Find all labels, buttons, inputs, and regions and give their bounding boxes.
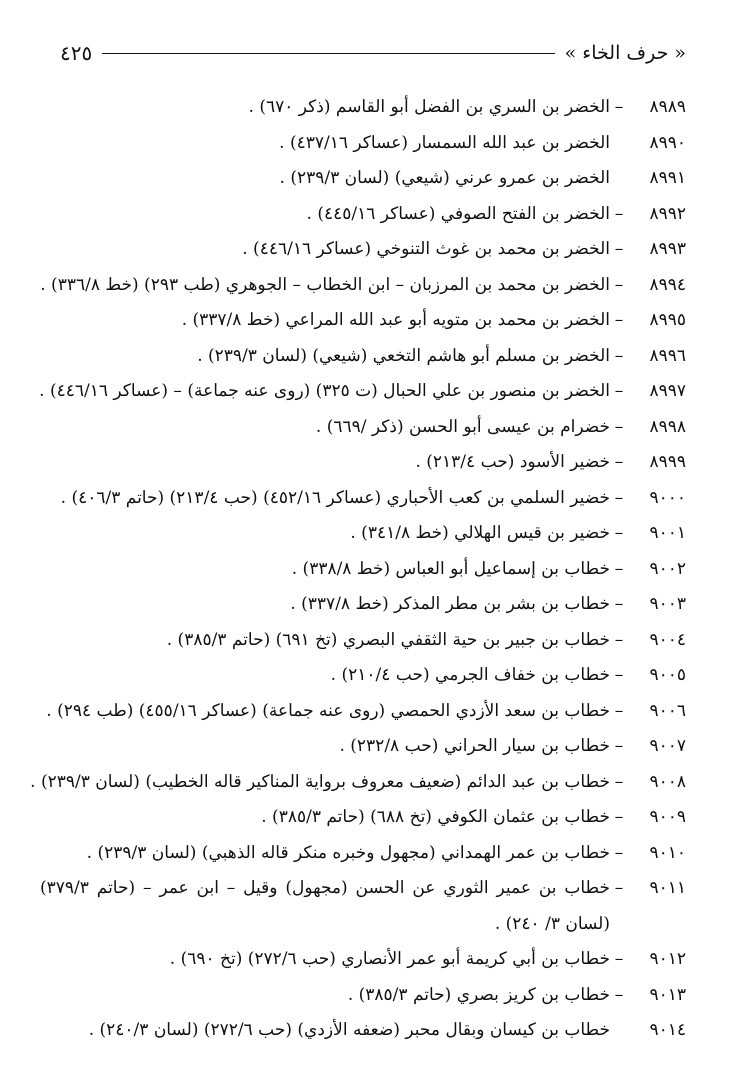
entry-number: ٩٠٠٨ <box>649 771 686 792</box>
entry-row <box>40 268 686 304</box>
entry-text: الخضر بن محمد بن متويه أبو عبد الله المراعي (خط ٣٣٧/٨) . <box>181 310 610 330</box>
entry-number: ٨٩٩٠ <box>649 132 686 153</box>
entry-row <box>40 516 686 552</box>
entry-text: الخضر بن عمرو عرني (شيعي) (لسان ٢٣٩/٣) . <box>279 168 610 188</box>
entry-number: ٩٠١١ <box>649 878 686 898</box>
entry-row <box>40 942 686 978</box>
entry-row <box>40 303 686 339</box>
entry-text: خضير السلمي بن كعب الأحباري (عساكر ٤٥٢/١٦) (حب ٢١٣/٤) (حاتم ٤٠٦/٣) . <box>60 487 610 508</box>
entry-text: خطاب بن عثمان الكوفي (تخ ٦٨٨) (حاتم ٣٨٥/٣) . <box>261 807 610 827</box>
entry-number: ٩٠٠٦ <box>649 700 686 721</box>
entry-text: الخضر بن مسلم أبو هاشم التخعي (شيعي) (لسان ٢٣٩/٣) . <box>197 345 610 366</box>
entry-row <box>40 658 686 694</box>
entry-dash: – <box>614 239 624 259</box>
entry-text: خطاب بن كيسان وبقال محبر (ضعفه الأزدي) (حب ٢٧٢/٦) (لسان ٢٤٠/٣) . <box>88 1020 610 1040</box>
entry-dash: – <box>614 274 624 295</box>
entry-number: ٩٠١٣ <box>649 984 686 1005</box>
entry-text: الخضر بن عبد الله السمسار (عساكر ٤٣٧/١٦) . <box>279 132 610 153</box>
entry-text: خضرام بن عيسى أبو الحسن (ذكر /٦٦٩) . <box>315 416 610 437</box>
entry-number: ٨٩٩١ <box>649 168 686 188</box>
entry-row <box>40 623 686 659</box>
entry-dash: – <box>614 345 624 366</box>
entry-row <box>40 694 686 730</box>
entry-number: ٨٩٩٥ <box>649 310 686 330</box>
entry-dash: – <box>614 700 624 721</box>
entry-number: ٨٩٩٨ <box>649 416 686 437</box>
chapter-title: « حرف الخاء » <box>564 42 686 64</box>
entry-number: ٩٠١٢ <box>649 949 686 969</box>
entry-row <box>40 374 686 410</box>
entry-dash: – <box>614 629 624 650</box>
entry-number: ٩٠١٤ <box>649 1020 686 1040</box>
entry-dash: – <box>614 807 624 827</box>
entry-dash: – <box>614 416 624 437</box>
entry-row <box>40 339 686 375</box>
entry-text: خطاب بن عمر الهمداني (مجهول وخبره منكر قاله الذهبي) (لسان ٢٣٩/٣) . <box>86 842 610 863</box>
entry-text: خطاب بن عبد الدائم (ضعيف معروف برواية المناكير قاله الخطيب) (لسان ٢٣٩/٣) . <box>30 771 610 792</box>
entry-number: ٨٩٩٤ <box>649 274 686 295</box>
entry-dash: – <box>614 771 624 792</box>
entry-number: ٨٩٩٣ <box>649 239 686 259</box>
entry-row <box>40 410 686 446</box>
entry-number: ٩٠٠٢ <box>649 558 686 579</box>
entry-number: ٩٠٠١ <box>649 523 686 543</box>
entry-text: الخضر بن منصور بن علي الحبال (ت ٣٢٥) (روى عنه جماعة) – (عساكر ٤٤٦/١٦) . <box>39 381 610 401</box>
entry-row <box>40 587 686 623</box>
entry-number: ٩٠٠٤ <box>649 629 686 650</box>
entry-text: خضير الأسود (حب ٢١٣/٤) . <box>415 452 610 472</box>
page-header <box>60 38 686 68</box>
entry-row <box>40 90 686 126</box>
entry-number: ٩٠٠٩ <box>649 807 686 827</box>
entry-dash: – <box>614 203 624 224</box>
entry-row <box>40 232 686 268</box>
entry-row <box>40 871 686 942</box>
entry-dash: – <box>614 949 624 969</box>
entry-number: ٨٩٩٩ <box>649 452 686 472</box>
entry-dash: – <box>614 984 624 1005</box>
entry-text: الخضر بن محمد بن المرزبان – ابن الخطاب – الجوهري (طب ٢٩٣) (خط ٣٣٦/٨) . <box>40 274 610 295</box>
entry-dash: – <box>614 558 624 579</box>
entry-row <box>40 836 686 872</box>
entry-text: خطاب بن جبير بن حية الثقفي البصري (تخ ٦٩١) (حاتم ٣٨٥/٣) . <box>166 629 610 650</box>
entry-dash: – <box>614 381 624 401</box>
entry-text: خطاب بن سيار الحراني (حب ٢٣٢/٨) . <box>339 736 610 756</box>
entry-text: خطاب بن عمير الثوري عن الحسن (مجهول) وقيل – ابن عمر – (حاتم ٣٧٩/٣) (لسان ٣/ ٢٤٠) . <box>40 878 610 934</box>
entry-dash: – <box>614 523 624 543</box>
entry-row <box>40 445 686 481</box>
entry-dash: – <box>614 487 624 508</box>
entry-number: ٩٠٠٣ <box>649 594 686 614</box>
entry-number: ٩٠٠٥ <box>649 665 686 685</box>
entry-row <box>40 552 686 588</box>
entry-dash: – <box>614 594 624 614</box>
entry-text: خطاب بن سعد الأزدي الحمصي (روى عنه جماعة) (عساكر ٤٥٥/١٦) (طب ٢٩٤) . <box>46 700 610 721</box>
entry-list <box>30 90 686 1049</box>
entry-number: ٨٩٨٩ <box>649 97 686 117</box>
entry-text: خطاب بن أبي كريمة أبو عمر الأنصاري (حب ٢٧٢/٦) (تخ ٦٩٠) . <box>169 949 610 969</box>
entry-dash: – <box>614 452 624 472</box>
entry-row <box>40 126 686 162</box>
entry-text: خطاب بن كريز بصري (حاتم ٣٨٥/٣) . <box>347 984 610 1005</box>
entry-dash: – <box>614 310 624 330</box>
entry-dash: – <box>614 736 624 756</box>
entry-dash: – <box>614 97 624 117</box>
entry-row <box>40 161 686 197</box>
entry-text: خطاب بن خفاف الجرمي (حب ٢١٠/٤) . <box>330 665 610 685</box>
entry-dash: – <box>614 842 624 863</box>
entry-row <box>30 765 686 801</box>
entry-number: ٨٩٩٦ <box>649 345 686 366</box>
entry-text: خطاب بن إسماعيل أبو العباس (خط ٣٣٨/٨) . <box>291 558 610 579</box>
entry-row <box>40 800 686 836</box>
entry-row <box>40 978 686 1014</box>
entry-number: ٩٠٠٧ <box>649 736 686 756</box>
entry-row <box>40 197 686 233</box>
entry-number: ٩٠٠٠ <box>649 487 686 508</box>
entry-number: ٨٩٩٧ <box>649 381 686 401</box>
entry-number: ٨٩٩٢ <box>649 203 686 224</box>
page-number: ٤٢٥ <box>60 41 93 65</box>
entry-text: خطاب بن بشر بن مطر المذكر (خط ٣٣٧/٨) . <box>290 594 610 614</box>
entry-number: ٩٠١٠ <box>649 842 686 863</box>
header-rule <box>102 53 554 54</box>
entry-text: الخضر بن السري بن الفضل أبو القاسم (ذكر ٦٧٠) . <box>248 97 610 117</box>
entry-row <box>40 1013 686 1049</box>
entry-text: الخضر بن محمد بن غوث التنوخي (عساكر ٤٤٦/١٦) . <box>242 239 610 259</box>
entry-row <box>40 481 686 517</box>
entry-dash: – <box>614 665 624 685</box>
entry-text: الخضر بن الفتح الصوفي (عساكر ٤٤٥/١٦) . <box>306 203 610 224</box>
entry-dash: – <box>614 878 624 898</box>
entry-text: خضير بن قيس الهلالي (خط ٣٤١/٨) . <box>350 523 610 543</box>
entry-row <box>40 729 686 765</box>
